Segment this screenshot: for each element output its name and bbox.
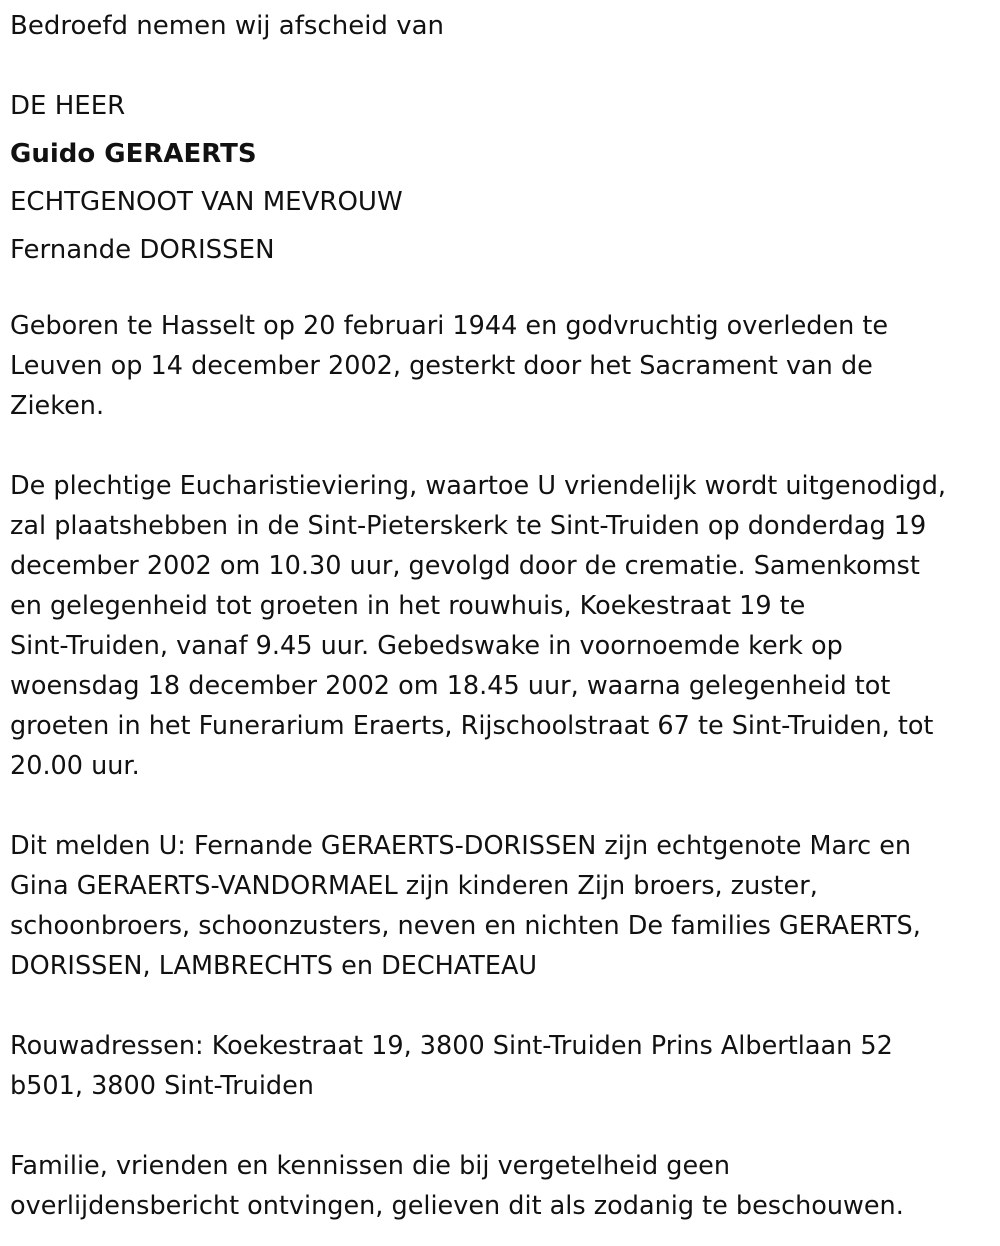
paragraph-line: Geboren te Hasselt op 20 februari 1944 en godvruchtig overleden te <box>10 311 889 341</box>
paragraph-line: en gelegenheid tot groeten in het rouwhuis, Koekestraat 19 te <box>10 591 806 621</box>
paragraph-line: schoonbroers, schoonzusters, neven en nichten De families GERAERTS, <box>10 911 921 941</box>
honorific-title: DE HEER <box>10 91 126 121</box>
spacer <box>10 274 990 306</box>
spouse-label: ECHTGENOOT VAN MEVROUW <box>10 187 403 217</box>
paragraph-line: december 2002 om 10.30 uur, gevolgd door de crematie. Samenkomst <box>10 551 920 581</box>
deceased-name: Guido GERAERTS <box>10 139 257 169</box>
paragraph-line: Dit melden U: Fernande GERAERTS-DORISSEN zijn echtgenote Marc en <box>10 831 912 861</box>
paragraph-line: b501, 3800 Sint-Truiden <box>10 1071 314 1101</box>
intro-text: Bedroefd nemen wij afscheid van <box>10 11 444 41</box>
spacer <box>10 786 990 826</box>
spacer <box>10 986 990 1026</box>
paragraph-line: groeten in het Funerarium Eraerts, Rijschoolstraat 67 te Sint-Truiden, tot <box>10 711 934 741</box>
paragraph-line: woensdag 18 december 2002 om 18.45 uur, waarna gelegenheid tot <box>10 671 891 701</box>
closing-paragraph <box>10 1146 990 1226</box>
paragraph-line: Leuven op 14 december 2002, gesterkt door het Sacrament van de <box>10 351 873 381</box>
birth-death-paragraph <box>10 306 990 426</box>
spouse-name: Fernande DORISSEN <box>10 235 275 265</box>
spacer <box>10 1106 990 1146</box>
paragraph-line: Rouwadressen: Koekestraat 19, 3800 Sint-Truiden Prins Albertlaan 52 <box>10 1031 893 1061</box>
paragraph-line: zal plaatshebben in de Sint-Pieterskerk te Sint-Truiden op donderdag 19 <box>10 511 927 541</box>
paragraph-line: 20.00 uur. <box>10 751 140 781</box>
paragraph-line: Sint-Truiden, vanaf 9.45 uur. Gebedswake in voornoemde kerk op <box>10 631 843 661</box>
spacer <box>10 50 990 82</box>
paragraph-line: DORISSEN, LAMBRECHTS en DECHATEAU <box>10 951 538 981</box>
paragraph-line: De plechtige Eucharistieviering, waartoe U vriendelijk wordt uitgenodigd, <box>10 471 947 501</box>
paragraph-line: Familie, vrienden en kennissen die bij vergetelheid geen <box>10 1151 730 1181</box>
paragraph-line: overlijdensbericht ontvingen, gelieven dit als zodanig te beschouwen. <box>10 1191 904 1221</box>
paragraph-line: Gina GERAERTS-VANDORMAEL zijn kinderen Zijn broers, zuster, <box>10 871 818 901</box>
addresses-paragraph <box>10 1026 990 1106</box>
spacer <box>10 426 990 466</box>
ceremony-paragraph <box>10 466 990 786</box>
paragraph-line: Zieken. <box>10 391 105 421</box>
announcers-paragraph <box>10 826 990 986</box>
